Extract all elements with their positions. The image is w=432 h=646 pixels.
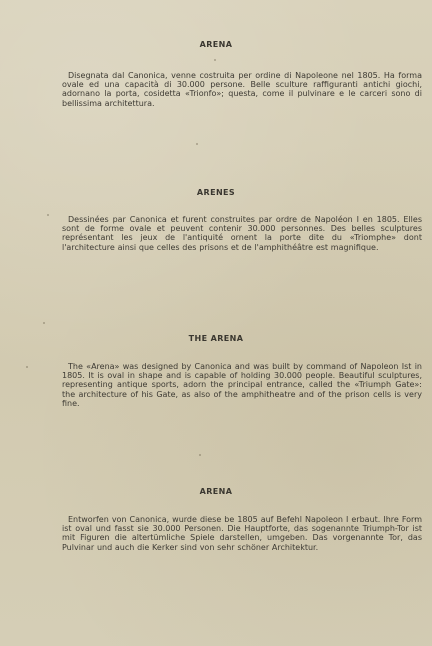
- paper-speck: [214, 59, 216, 61]
- paper-speck: [47, 214, 49, 216]
- section-heading: THE ARENA: [188, 334, 244, 343]
- section-heading: ARENA: [199, 487, 233, 496]
- section-italian: [0, 40, 432, 49]
- section-heading: ARENES: [196, 188, 236, 197]
- section-body-italian: Disegnata dal Canonica, venne costruita per ordine di Napoleone nel 1805. Ha forma ovale ed una capacità di 30.000 persone. Belle sculture raffiguranti antichi giochi, adornano la porta, cosidetta «Trionfo»; questa, come il pulvinare e le carceri sono di bellissima architettura.: [62, 71, 422, 108]
- section-heading: ARENA: [199, 40, 233, 49]
- paper-speck: [43, 322, 45, 324]
- section-body-french: Dessinées par Canonica et furent construites par ordre de Napoléon I en 1805. Elles sont de forme ovale et peuvent contenir 30.000 personnes. Des belles sculptures représentant les jeux de l'antiquité ornent la porte dite du «Triomphe» dont l'architecture ainsi que celles des prisons et de l'amphithéâtre est magnifique.: [62, 215, 422, 252]
- section-body-german: Entworfen von Canonica, wurde diese be 1805 auf Befehl Napoleon I erbaut. Ihre Form ist oval und fasst sie 30.000 Personen. Die Hauptforte, das sogenannte Triumph-Tor ist mit Figuren die altertümliche Spiele darstellen, umgeben. Das vorgenannte Tor, das Pulvinar und auch die Kerker sind von sehr schöner Architektur.: [62, 515, 422, 552]
- paper-speck: [199, 454, 201, 456]
- section-german: [0, 487, 432, 496]
- section-french: [0, 188, 432, 197]
- section-english: [0, 334, 432, 343]
- section-body-english: The «Arena» was designed by Canonica and was built by command of Napoleon Ist in 1805. It is oval in shape and is capable of holding 30.000 people. Beautiful sculptures, representing antique sports, adorn the principal entrance, called the «Triumph Gate»: the architecture of his Gate, as also of the amphitheatre and of the prison cells is very fine.: [62, 362, 422, 408]
- paper-speck: [196, 143, 198, 145]
- paper-speck: [26, 366, 28, 368]
